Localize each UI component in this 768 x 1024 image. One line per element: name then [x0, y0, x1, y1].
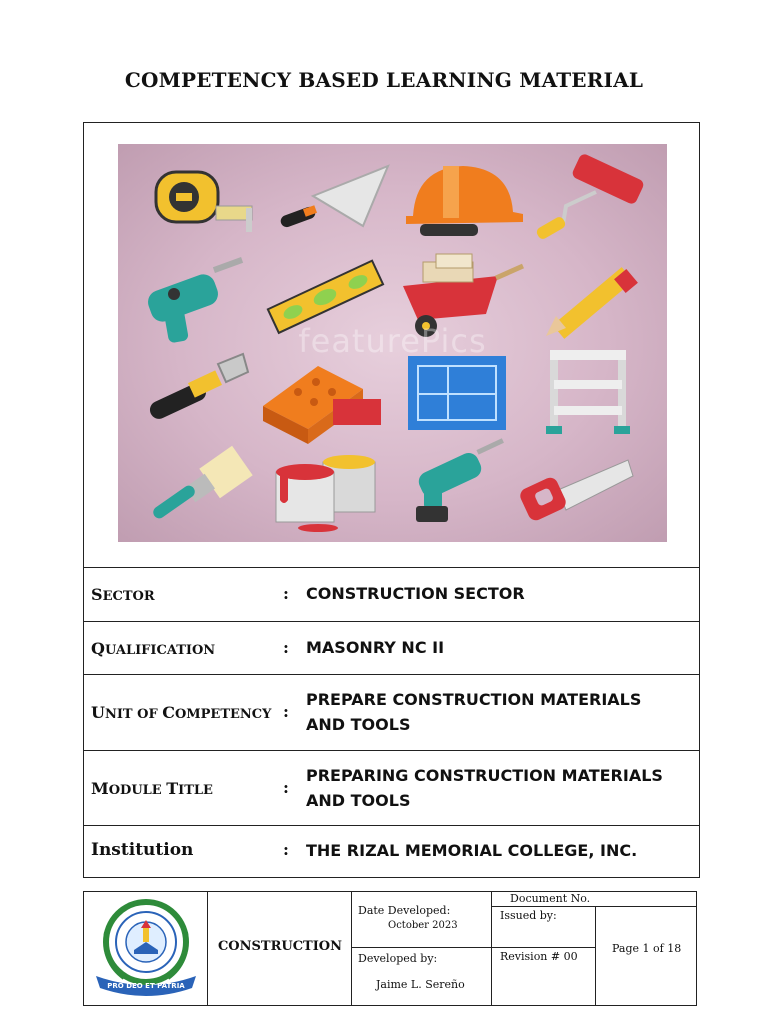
sector-label: SECTOR — [91, 585, 155, 604]
issued-by-cell — [492, 907, 596, 948]
step-ladder-icon — [546, 350, 630, 434]
module-title-label: MODULE TITLE — [91, 779, 213, 798]
trowel-icon — [279, 166, 388, 229]
document-control-footer — [83, 891, 697, 1006]
qualification-colon: : — [283, 638, 289, 657]
module-title-line-2: AND TOOLS — [306, 791, 411, 810]
unit-of-competency-line-1: PREPARE CONSTRUCTION MATERIALS — [306, 690, 642, 709]
paint-brush-icon — [151, 446, 253, 521]
wrench-icon — [147, 354, 248, 422]
qualification-value: MASONRY NC II — [306, 638, 445, 657]
institution-label: Institution — [91, 840, 194, 860]
document-no-label: Document No. — [510, 892, 591, 905]
row-module-title — [84, 750, 699, 826]
document-title: COMPETENCY BASED LEARNING MATERIAL — [124, 68, 644, 92]
institution-value: THE RIZAL MEMORIAL COLLEGE, INC. — [306, 841, 638, 860]
developed-by-cell — [352, 948, 492, 1005]
row-sector — [84, 567, 699, 622]
row-qualification — [84, 621, 699, 675]
unit-of-competency-value — [306, 687, 696, 737]
sector-colon: : — [283, 584, 289, 603]
module-title-line-1: PREPARING CONSTRUCTION MATERIALS — [306, 766, 663, 785]
tape-measure-icon — [156, 172, 252, 232]
page-number-cell — [596, 907, 696, 1005]
paint-roller-icon — [535, 152, 645, 240]
department-cell — [208, 892, 352, 1005]
hand-saw-icon — [518, 460, 633, 523]
institution-colon: : — [283, 840, 289, 859]
unit-of-competency-line-2: AND TOOLS — [306, 715, 411, 734]
qualification-label: QUALIFICATION — [91, 639, 216, 658]
date-developed-label: Date Developed: — [358, 904, 451, 917]
watermark-text: featurePics — [298, 322, 487, 360]
cover-box — [83, 122, 700, 878]
document-no-cell — [492, 892, 696, 907]
date-developed-cell — [352, 892, 492, 948]
revision-label: Revision # 00 — [500, 950, 578, 963]
brick-icon — [263, 366, 381, 444]
department-text: CONSTRUCTION — [217, 939, 343, 954]
issued-by-label: Issued by: — [500, 909, 557, 922]
row-unit-of-competency — [84, 674, 699, 751]
developed-by-value: Jaime L. Sereño — [376, 978, 465, 991]
module-title-colon: : — [283, 778, 289, 797]
module-title-value — [306, 763, 696, 813]
seal-banner-text: PRO DEO ET PATRIA — [107, 982, 185, 990]
sector-value: CONSTRUCTION SECTOR — [306, 584, 525, 603]
hard-hat-icon — [406, 166, 523, 236]
date-developed-value: October 2023 — [388, 920, 458, 931]
unit-of-competency-label: UNIT OF COMPETENCY — [91, 703, 272, 722]
page-number-label: Page 1 of 18 — [612, 942, 682, 955]
developed-by-label: Developed by: — [358, 952, 438, 965]
unit-of-competency-colon: : — [283, 702, 289, 721]
cordless-drill-icon — [416, 438, 504, 522]
cover-illustration — [118, 144, 667, 542]
row-institution — [84, 825, 699, 877]
paint-can-icon — [276, 455, 375, 532]
logo-cell — [84, 892, 208, 1005]
revision-cell — [492, 948, 596, 1005]
blueprint-icon — [408, 356, 506, 430]
